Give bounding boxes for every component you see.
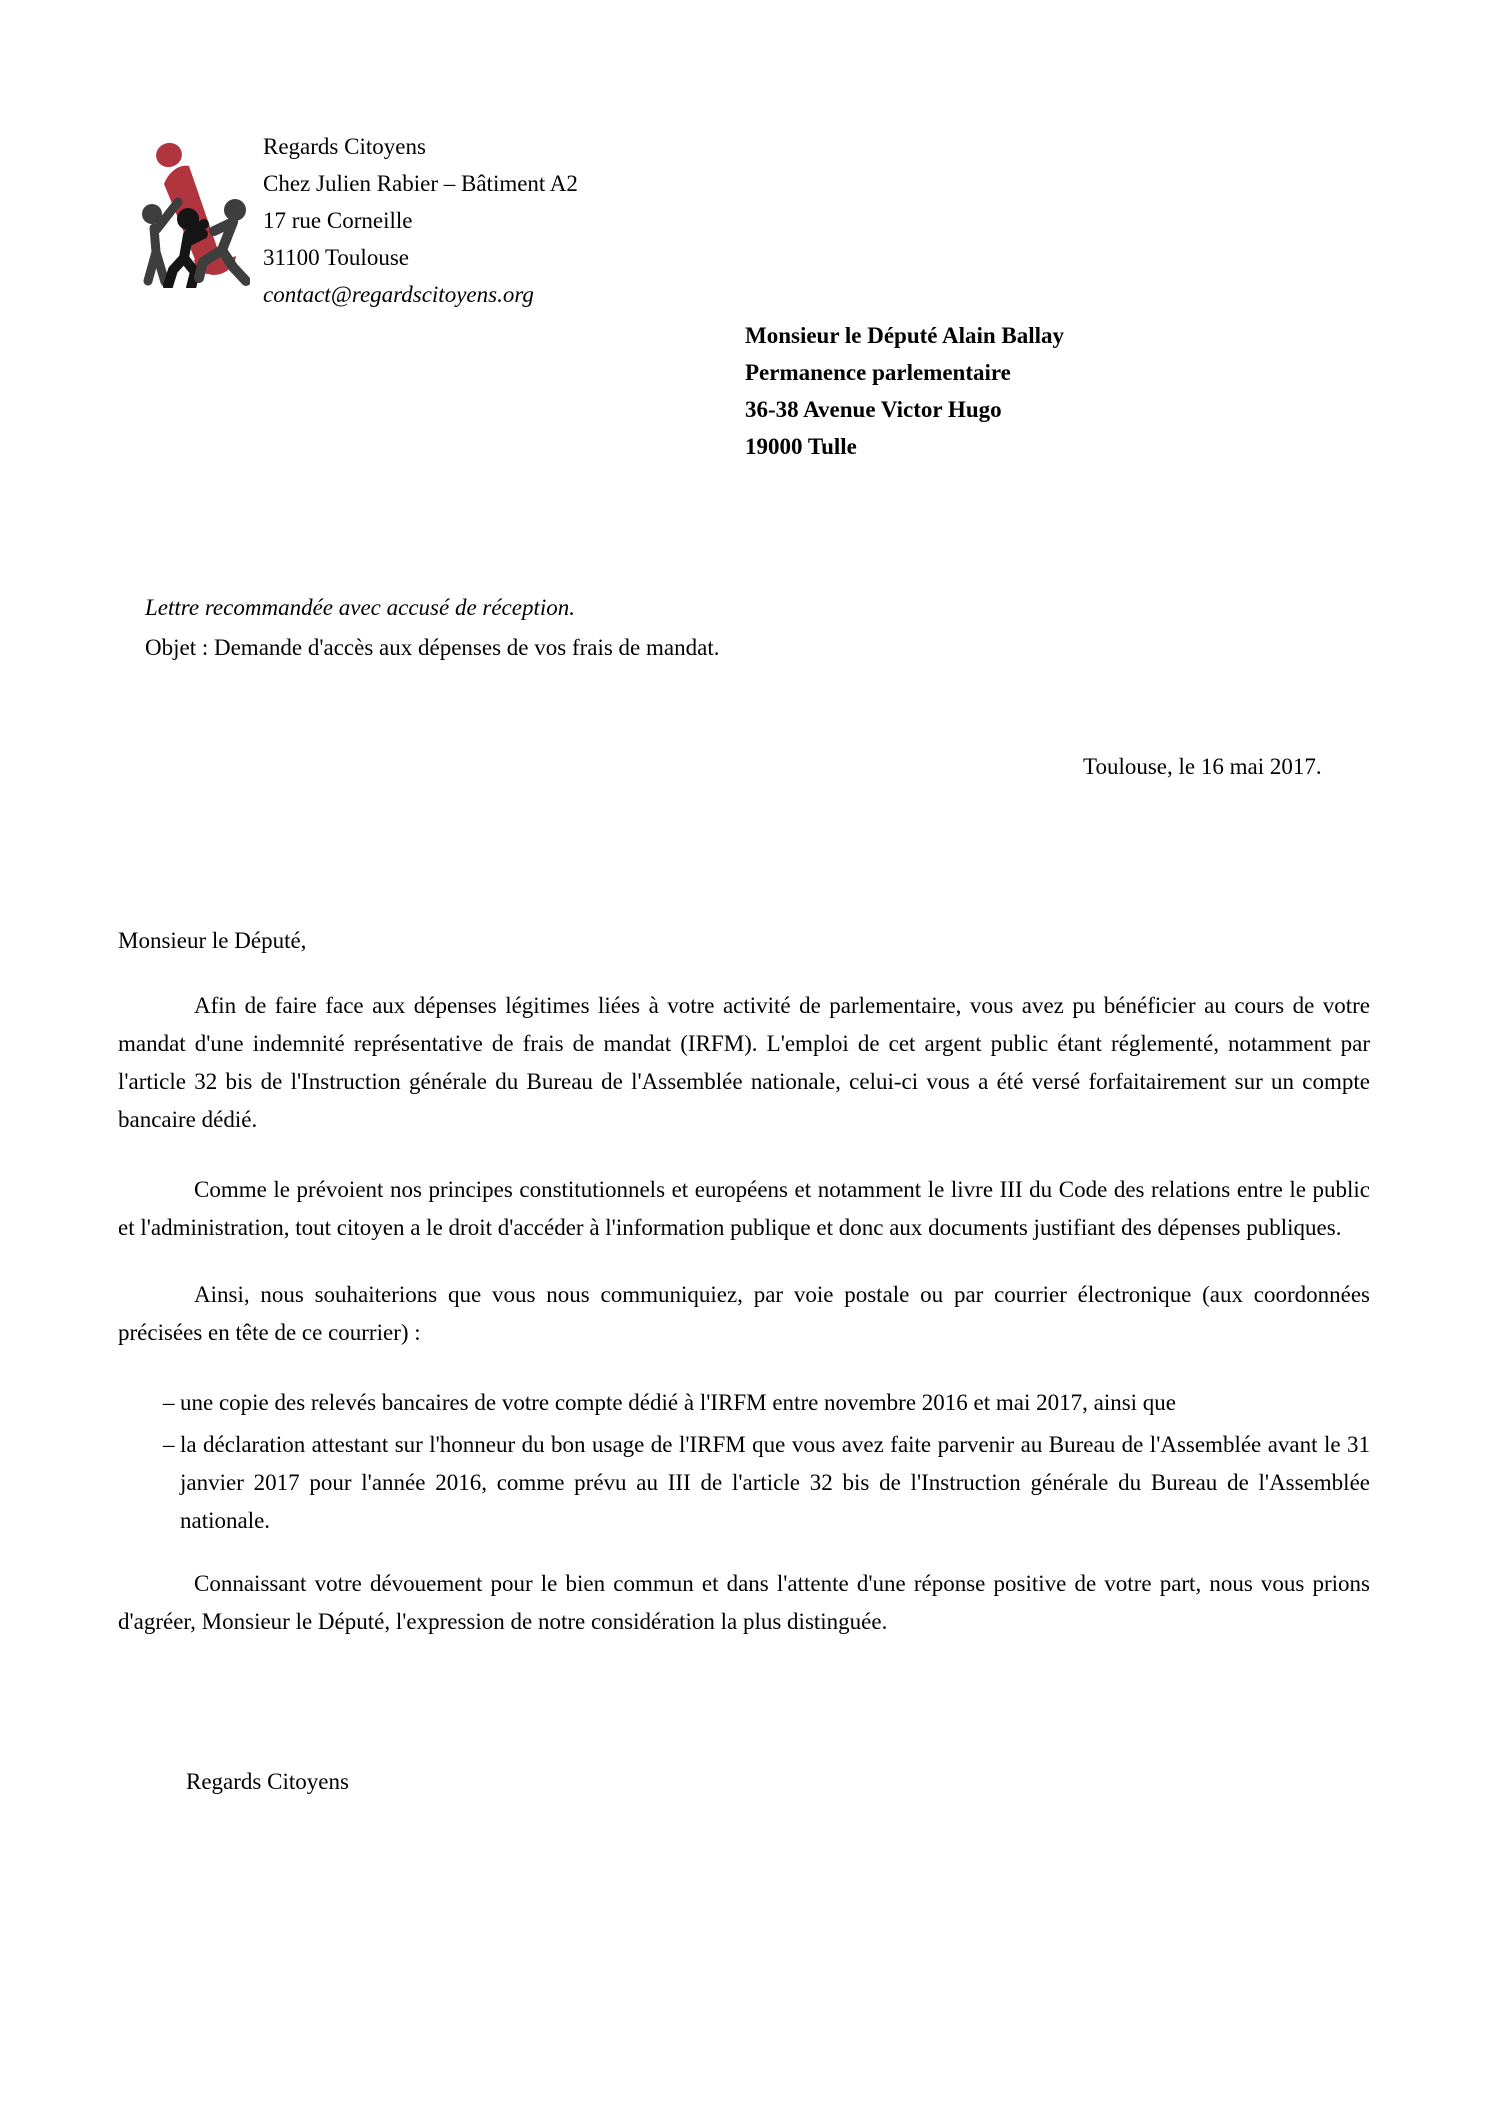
sender-address-line3: 31100 Toulouse <box>263 245 409 270</box>
recipient-line4: 19000 Tulle <box>745 434 857 459</box>
list-item-text: une copie des relevés bancaires de votre compte dédié à l'IRFM entre novembre 2016 et mai 2017, ainsi que <box>180 1390 1177 1415</box>
registered-mail-notice: Lettre recommandée avec accusé de réception. <box>145 595 576 620</box>
subject-line: Objet : Demande d'accès aux dépenses de vos frais de mandat. <box>145 635 720 660</box>
sender-email: contact@regardscitoyens.org <box>263 282 534 307</box>
dash-bullet-marker: – <box>163 1432 175 1457</box>
recipient-name: Monsieur le Député Alain Ballay <box>745 323 1065 348</box>
list-item-text: la déclaration attestant sur l'honneur du bon usage de l'IRFM que vous avez faite parvenir au Bureau de l'Assemblée avant le 31 janvier 2017 pour l'année 2016, comme prévu au III de l'article 32 bis de l'Instruction générale du Bureau de l'Assemblée nationale. <box>180 1432 1370 1533</box>
closing-paragraph: Connaissant votre dévouement pour le bien commun et dans l'attente d'une réponse positive de votre part, nous vous prions d'agréer, Monsieur le Député, l'expression de notre considération la plus distinguée. <box>118 1571 1370 1634</box>
date-line: Toulouse, le 16 mai 2017. <box>1083 754 1322 779</box>
dash-bullet-marker: – <box>163 1390 175 1415</box>
letter-body <box>118 922 1370 1824</box>
logo-person-right-head <box>224 199 246 221</box>
sender-address-line2: 17 rue Corneille <box>263 208 413 233</box>
list-item <box>118 1384 1370 1422</box>
salutation: Monsieur le Député, <box>118 928 307 953</box>
sender-address-line1: Chez Julien Rabier – Bâtiment A2 <box>263 171 578 196</box>
logo-person-middle-head <box>177 208 199 230</box>
recipient-address-block <box>745 317 1064 465</box>
signature: Regards Citoyens <box>186 1769 349 1794</box>
list-item <box>118 1426 1370 1540</box>
paragraph-irfm-intro: Afin de faire face aux dépenses légitimes liées à votre activité de parlementaire, vous avez pu bénéficier au cours de votre mandat d'une indemnité représentative de frais de mandat (IRFM). L'emploi de cet argent public étant réglementé, notamment par l'article 32 bis de l'Instruction générale du Bureau de l'Assemblée nationale, celui-ci vous a été versé forfaitairement sur un compte bancaire dédié. <box>118 993 1370 1132</box>
request-list <box>118 1384 1370 1540</box>
recipient-line2: Permanence parlementaire <box>745 360 1011 385</box>
regards-citoyens-logo <box>140 138 250 288</box>
logo-person-left-head <box>142 204 162 224</box>
sender-name: Regards Citoyens <box>263 134 426 159</box>
paragraph-request: Ainsi, nous souhaiterions que vous nous communiquiez, par voie postale ou par courrier électronique (aux coordonnées précisées en tête de ce courrier) : <box>118 1282 1370 1345</box>
paragraph-legal-basis: Comme le prévoient nos principes constitutionnels et européens et notamment le livre III du Code des relations entre le public et l'administration, tout citoyen a le droit d'accéder à l'information publique et donc aux documents justifiant des dépenses publiques. <box>118 1177 1370 1240</box>
recipient-line3: 36-38 Avenue Victor Hugo <box>745 397 1002 422</box>
sender-address-block <box>263 128 578 313</box>
logo-i-dot <box>153 140 184 170</box>
reference-block <box>145 588 719 668</box>
